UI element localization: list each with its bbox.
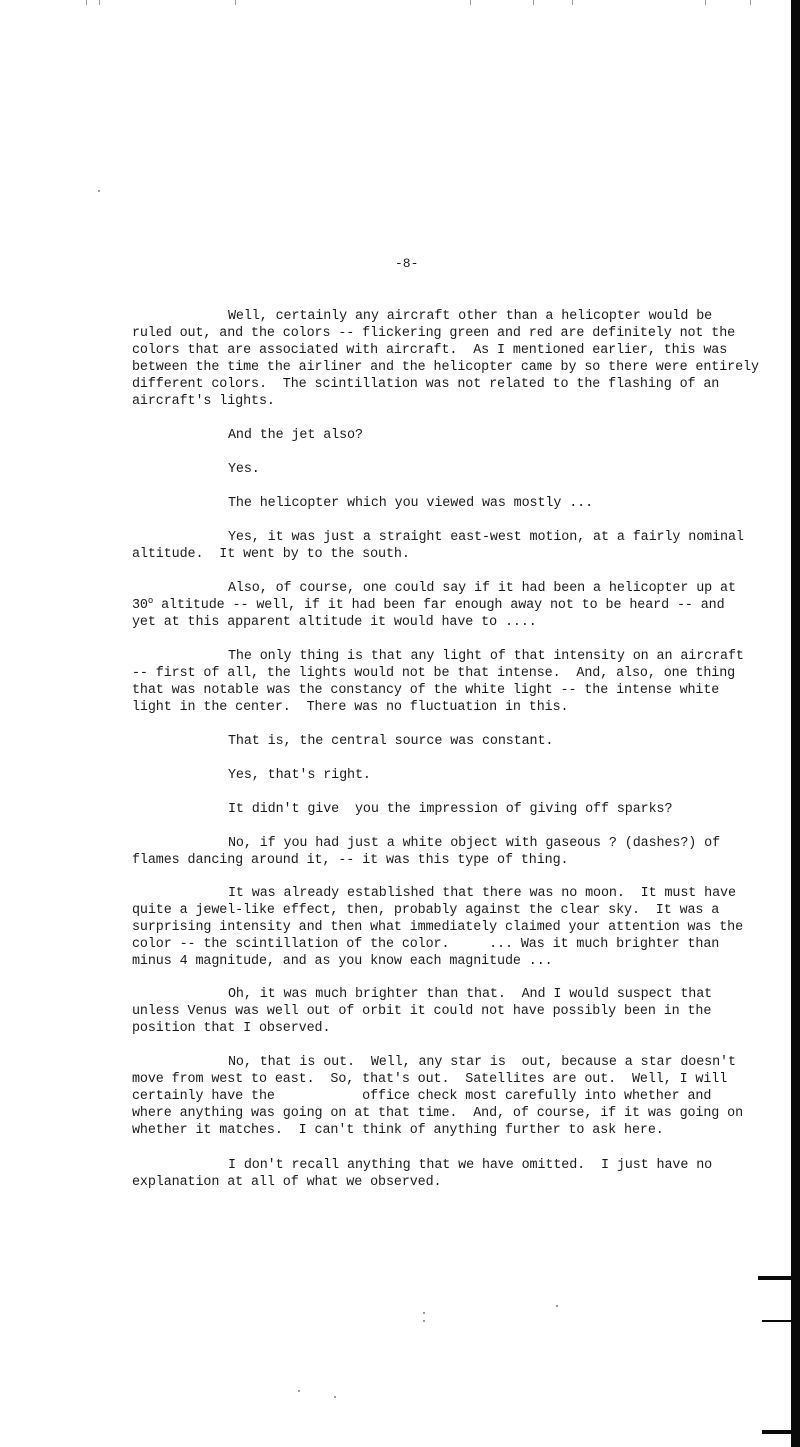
scan-speck: [423, 1312, 425, 1314]
scan-speck: [556, 1305, 558, 1307]
scan-edge-mark: [762, 1430, 792, 1434]
paragraph-12: [132, 986, 732, 1037]
text-line: unless Venus was well out of orbit it could not have possibly been in the: [132, 1004, 712, 1019]
text-line: color -- the scintillation of the color. ... Was it much brighter than: [132, 937, 720, 952]
text-line: whether it matches. I can't think of anything further to ask here.: [132, 1123, 664, 1138]
text-line: altitude. It went by to the south.: [132, 547, 410, 562]
paragraph-3: [132, 495, 732, 512]
text-line: that was notable was the constancy of the white light -- the intense white: [132, 683, 720, 698]
text-line: colors that are associated with aircraft. As I mentioned earlier, this was: [132, 343, 728, 358]
paragraph-14: [132, 1157, 732, 1191]
paragraph-4: [132, 529, 744, 563]
text-line: where anything was going on at that time. And, of course, if it was going on: [132, 1106, 744, 1121]
paragraph-1: [132, 427, 732, 444]
text-line: between the time the airliner and the helicopter came by so there were entirely: [132, 360, 759, 375]
scan-tick: [235, 0, 236, 5]
text-line: Oh, it was much brighter than that. And I would suspect that: [228, 987, 713, 1002]
text-line: Well, certainly any aircraft other than a helicopter would be: [228, 309, 713, 324]
text-line: position that I observed.: [132, 1021, 331, 1036]
text-line: The only thing is that any light of that intensity on an aircraft: [228, 649, 744, 664]
text-line: No, that is out. Well, any star is out, because a star doesn't: [228, 1055, 736, 1070]
scan-tick: [705, 0, 706, 5]
text-line: Yes.: [228, 462, 260, 477]
page-number: -8-: [395, 256, 419, 271]
text-line: Also, of course, one could say if it had been a helicopter up at: [228, 581, 736, 596]
paragraph-8: [132, 767, 732, 784]
text-line: No, if you had just a white object with gaseous ? (dashes?) of: [228, 836, 721, 851]
text-line: aircraft's lights.: [132, 394, 275, 409]
text-line: explanation at all of what we observed.: [132, 1175, 442, 1190]
text-line: different colors. The scintillation was not related to the flashing of an: [132, 377, 720, 392]
text-line: It was already established that there was no moon. It must have: [228, 886, 736, 901]
paragraph-11: [132, 885, 744, 970]
text-line: And the jet also?: [228, 428, 363, 443]
text-line: certainly have the office check most carefully into whether and: [132, 1089, 712, 1104]
scan-speck: [423, 1320, 425, 1322]
scan-speck: [334, 1396, 336, 1398]
scan-edge-mark: [762, 1320, 792, 1322]
text-line: -- first of all, the lights would not be that intense. And, also, one thing: [132, 666, 736, 681]
paragraph-6: [132, 648, 744, 716]
paragraph-10: [132, 835, 732, 869]
scan-tick: [572, 0, 573, 5]
text-line: surprising intensity and then what immediately claimed your attention was the: [132, 920, 744, 935]
scan-top-edge: [0, 0, 800, 6]
scan-tick: [533, 0, 534, 5]
scan-speck: [298, 1390, 300, 1392]
paragraph-7: [132, 733, 732, 750]
text-line: minus 4 magnitude, and as you know each magnitude ...: [132, 954, 553, 969]
text-line: I don't recall anything that we have omitted. I just have no: [228, 1158, 713, 1173]
text-line: It didn't give you the impression of giving off sparks?: [228, 802, 673, 817]
paragraph-2: [132, 461, 732, 478]
scan-tick: [86, 0, 87, 5]
text-line: flames dancing around it, -- it was this type of thing.: [132, 853, 569, 868]
text-line: yet at this apparent altitude it would have to ....: [132, 615, 537, 630]
scan-edge-mark: [758, 1276, 792, 1280]
paragraph-0: [132, 308, 759, 410]
paragraph-5: [132, 580, 736, 631]
scan-tick: [750, 0, 751, 5]
text-line: The helicopter which you viewed was mostly ...: [228, 496, 594, 511]
text-line: move from west to east. So, that's out. Satellites are out. Well, I will: [132, 1072, 728, 1087]
text-line: Yes, that's right.: [228, 768, 371, 783]
scan-tick: [470, 0, 471, 5]
paragraph-13: [132, 1054, 744, 1139]
text-line: light in the center. There was no fluctuation in this.: [132, 700, 569, 715]
scan-right-edge: [791, 0, 800, 1447]
text-line: ruled out, and the colors -- flickering green and red are definitely not the: [132, 326, 736, 341]
scan-speck: [98, 190, 100, 192]
text-line: 30$^o$ altitude -- well, if it had been far enough away not to be heard -- and: [132, 596, 725, 613]
paragraph-9: [132, 801, 732, 818]
text-line: quite a jewel-like effect, then, probably against the clear sky. It was a: [132, 903, 720, 918]
scan-tick: [99, 0, 100, 5]
text-line: That is, the central source was constant.: [228, 734, 554, 749]
text-line: Yes, it was just a straight east-west motion, at a fairly nominal: [228, 530, 744, 545]
